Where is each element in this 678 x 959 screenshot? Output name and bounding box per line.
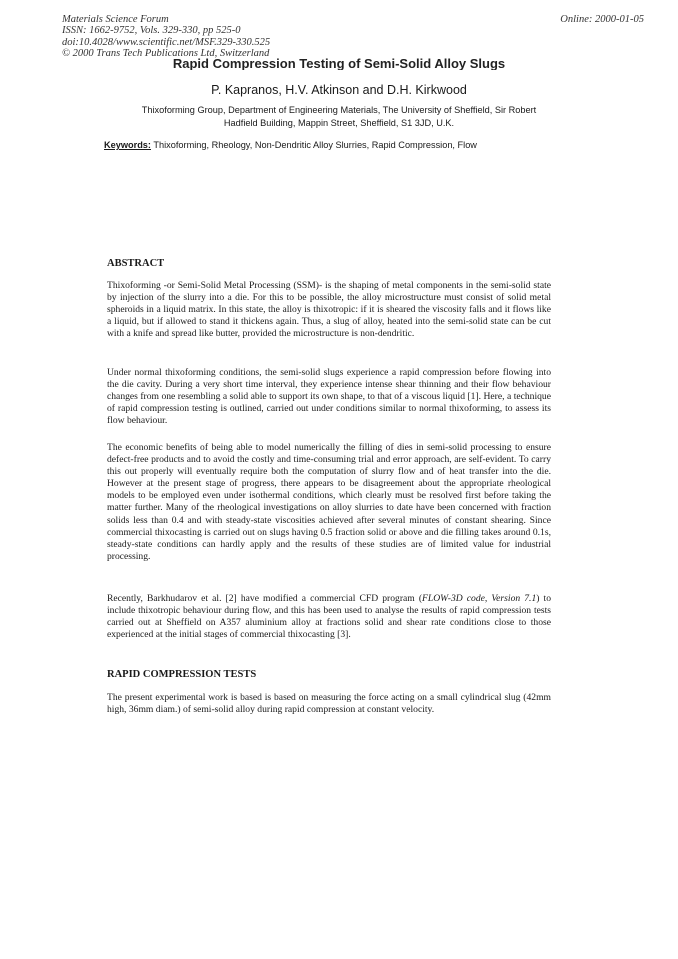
rapid-compression-heading: RAPID COMPRESSION TESTS <box>107 669 257 680</box>
paragraph-4-text-b: ) to include thixotropic behaviour during flow, and this has been used to analyse the results of rapid compression tests carried out at Sheffield on A357 aluminium alloy at fractions solid and shear rate conditions close to those experienced at the initial stages of commercial thixocasting [3]. <box>107 593 551 641</box>
journal-name: Materials Science Forum <box>62 14 169 25</box>
paragraph-5: The present experimental work is based is based on measuring the force acting on a small cylindrical slug (42mm high, 36mm diam.) of semi-solid alloy during rapid compression at constant velocity. <box>107 692 551 716</box>
paragraph-4 <box>107 593 551 641</box>
paragraph-4-text-a: Recently, Barkhudarov et al. [2] have modified a commercial CFD program ( <box>107 593 423 604</box>
affiliation-line-2: Hadfield Building, Mappin Street, Sheffield, S1 3JD, U.K. <box>223 117 455 128</box>
paragraph-2: Under normal thixoforming conditions, the semi-solid slugs experience a rapid compression before flowing into the die cavity. During a very short time interval, they experience intense shear thinning and their flow behaviour changes from one resembling a solid able to support its own shape, to that of a viscous liquid [1]. Here, a technique of rapid compression testing is outlined, carried out under conditions similar to normal thixoforming, to assess its flow behaviour. <box>107 367 551 427</box>
journal-header <box>62 14 270 60</box>
paragraph-3: The economic benefits of being able to model numerically the filling of dies in semi-solid processing to ensure defect-free products and to avoid the costly and time-consuming trial and error approach, are self-evident. To carry this out properly will eventually require both the computation of slurry flow and of heat transfer into the die. However at the present stage of progress, there appears to be disagreement about the appropriate rheological models to be employed even under isothermal conditions, which clearly must be resolved first before taking the matter further. Many of the rheological investigations on alloy slurries to date have been concerned with fraction solids less than 0.4 and with steady-state viscosities achieved after several minutes of constant shearing. Since commercial thixocasting is carried out on slugs having 0.5 fraction solid or above and die filling takes around 0.1s, steady-state conditions can hardly apply and the results of these studies are of limited value for industrial processing. <box>107 442 551 562</box>
issn-line: ISSN: 1662-9752, Vols. 329-330, pp 525-0 <box>62 25 241 37</box>
paper-title <box>0 58 678 70</box>
abstract-heading: ABSTRACT <box>107 258 165 269</box>
paper-authors: P. Kapranos, H.V. Atkinson and D.H. Kirkwood <box>211 83 467 97</box>
paper-title-text: Rapid Compression Testing of Semi-Solid Alloy Slugs <box>172 58 506 70</box>
paragraph-4-software: FLOW-3D code, Version 7.1 <box>422 593 537 604</box>
online-date: Online: 2000-01-05 <box>560 14 644 25</box>
keywords-label: Keywords: <box>104 140 151 150</box>
affiliation-line-1: Thixoforming Group, Department of Engineering Materials, The University of Sheffield, Sir Robert <box>141 105 537 115</box>
copyright-line: © 2000 Trans Tech Publications Ltd, Switzerland <box>62 48 270 60</box>
keywords-list: Thixoforming, Rheology, Non-Dendritic Alloy Slurries, Rapid Compression, Flow <box>153 140 477 150</box>
keywords <box>104 140 477 150</box>
affiliation <box>102 104 576 130</box>
doi-line[interactable]: doi:10.4028/www.scientific.net/MSF.329-330.525 <box>62 36 271 48</box>
paragraph-1: Thixoforming -or Semi-Solid Metal Processing (SSM)- is the shaping of metal components in the semi-solid state by injection of the slurry into a die. For this to be possible, the alloy microstructure must consist of solid metal spheroids in a liquid matrix. In this state, the alloy is thixotropic: if it is sheared the viscosity falls and it flows like a liquid, but if allowed to stand it thickens again. Thus, a slug of alloy, heated into the semi-solid state can be cut with a knife and spread like butter, provided the microstructure is non-dendritic. <box>107 280 551 340</box>
